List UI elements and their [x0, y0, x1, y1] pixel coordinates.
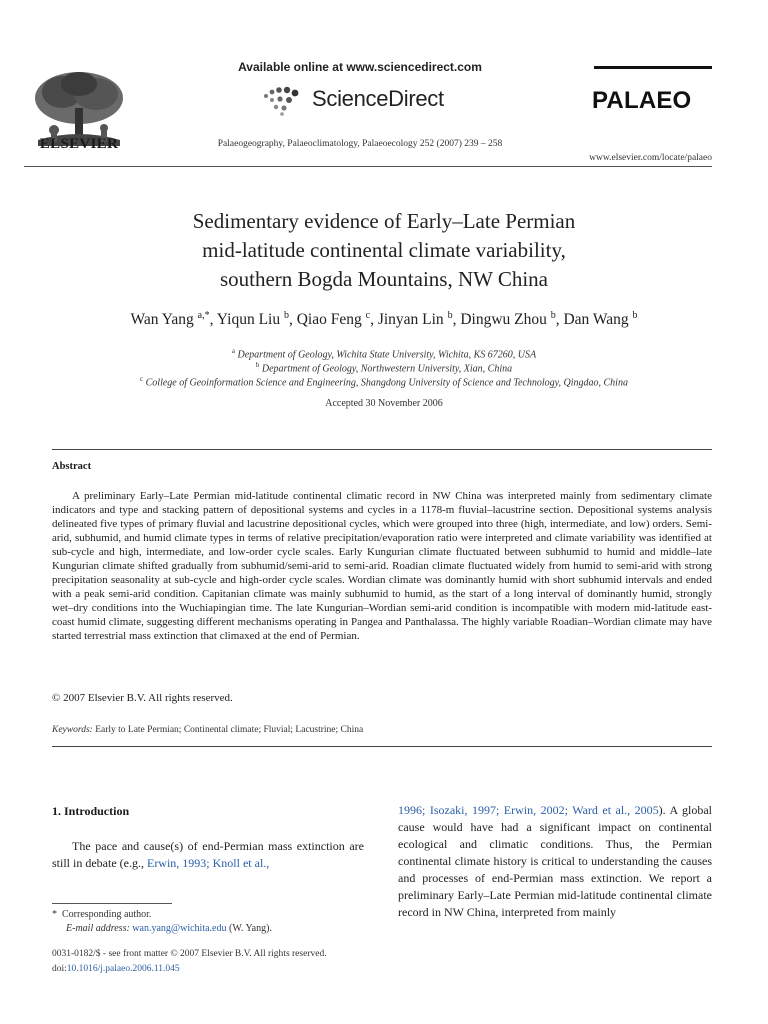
- footnote-rule: [52, 903, 172, 904]
- keywords-text: Early to Late Permian; Continental climate; Fluvial; Lacustrine; China: [95, 725, 364, 735]
- title-line-3: southern Bogda Mountains, NW China: [219, 267, 548, 291]
- keywords: [52, 725, 712, 735]
- author: Wan Yang $^{a,*}$: [130, 310, 210, 329]
- doi-link[interactable]: 10.1016/j.palaeo.2006.11.045: [66, 964, 180, 974]
- email-link[interactable]: wan.yang@wichita.edu: [132, 923, 227, 934]
- doi: doi:10.1016/j.palaeo.2006.11.045: [52, 964, 180, 974]
- accepted-date: Accepted 30 November 2006: [325, 398, 443, 409]
- author: Dingwu Zhou $^b$: [460, 310, 556, 329]
- affiliation-b: $^b$ Department of Geology, Northwestern University, Xian, China: [255, 361, 513, 375]
- affiliation-c: $^c$ College of Geoinformation Science and Engineering, Shangdong University of Science and Technology, Qingdao, China: [140, 375, 628, 389]
- journal-url[interactable]: www.elsevier.com/locate/palaeo: [589, 153, 712, 163]
- author: Dan Wang $^b$: [563, 310, 638, 329]
- citation-link[interactable]: 1996; Isozaki, 1997; Erwin, 2002; Ward et al., 2005: [398, 803, 659, 817]
- title-line-2: mid-latitude continental climate variability,: [202, 238, 566, 262]
- author: Yiqun Liu $^b$: [216, 310, 289, 329]
- title-line-1: Sedimentary evidence of Early–Late Permian: [192, 209, 576, 233]
- abstract-top-rule: [52, 449, 712, 450]
- abstract-copyright: © 2007 Elsevier B.V. All rights reserved.: [52, 692, 233, 704]
- header-divider: [24, 166, 712, 167]
- affiliation-a: $^a$ Department of Geology, Wichita State University, Wichita, KS 67260, USA: [231, 347, 537, 361]
- publisher-name: ELSEVIER: [39, 136, 119, 152]
- available-online-text: Available online at www.sciencedirect.com: [238, 60, 482, 74]
- abstract-bottom-rule: [52, 746, 712, 747]
- journal-logo-rule: [594, 66, 712, 69]
- article-title: [84, 207, 684, 294]
- sciencedirect-logo-text: ScienceDirect: [312, 86, 444, 111]
- abstract-body: A preliminary Early–Late Permian mid-latitude continental climatic record in NW China was interpreted mainly from sedimentary climate indicators and type and stacking pattern of depositional systems and cycles in a 1178-m fluvial–lacustrine section. Depositional systems analysis delineated five types of primary fluvial and lacustrine depositional cycles, which were grouped into three (high, intermediate, and low) orders. Semi-arid, subhumid, and humid climate types in terms of relative precipitation/evaporation ratio were interpreted and climate variability was identified at sub-cycle and high, intermediate, and low-order cycle scales. Early Kungurian climate fluctuated between subhumid to humid and middle–late Kungurian climate shifted gradually from subhumid/semi-arid to semi-arid. Roadian climate fluctuated widely from humid to semi-arid with strong precipitation seasonality at sub-cycle and high-order cycle scales. Wordian climate was dominantly humid with short subhumid intervals and ended with a peak semi-arid condition. Capitanian climate was mainly subhumid to humid, as the start of a long interval of dominantly humid, strongly wet–dry conditions into the Wuchiapingian time. The late Kungurian–Wordian semi-arid condition is incompatible with modern mid-latitude east-coast humid climate, suggesting different mechanisms operating in Pangea and Panthalassa. The highly variable Roadian–Wordian climate may have started terrestrial mass extinction that climaxed at the end of Permian.: [52, 490, 712, 642]
- keywords-label: Keywords:: [52, 725, 93, 735]
- journal-citation: Palaeogeography, Palaeoclimatology, Palaeoecology 252 (2007) 239 – 258: [217, 139, 503, 149]
- abstract-heading: Abstract: [52, 461, 92, 472]
- section-heading: 1. Introduction: [52, 804, 130, 818]
- author-list: Wan Yang $^{a,*}$, Yiqun Liu $^b$, Qiao Feng $^c$, Jinyan Lin $^b$, Dingwu Zhou $^b$, Dan Wang $^b$: [130, 310, 638, 329]
- intro-paragraph-left: The pace and cause(s) of end-Permian mass extinction are still in debate (e.g., Erwin, 1993; Knoll et al.,: [52, 839, 364, 870]
- footnote-corresponding: * Corresponding author.: [52, 909, 152, 920]
- intro-paragraph-right: 1996; Isozaki, 1997; Erwin, 2002; Ward et al., 2005). A global cause would have had a significant impact on continental ecological and climatic conditions. Thus, the Permian continental climate history is critical to understanding the causes and processes of end-Permian mass extinction. We report a preliminary Early–Late Permian mid-latitude continental climate record in NW China, interpreted from mainly: [398, 803, 712, 919]
- footnote-email: E-mail address: wan.yang@wichita.edu (W. Yang).: [66, 923, 272, 934]
- journal-logo: PALAEO: [592, 87, 692, 114]
- author: Jinyan Lin $^b$: [377, 310, 453, 329]
- front-matter: 0031-0182/$ - see front matter © 2007 Elsevier B.V. All rights reserved.: [52, 949, 327, 959]
- citation-link[interactable]: Erwin, 1993; Knoll et al.,: [146, 856, 270, 870]
- author: Qiao Feng $^c$: [296, 310, 371, 329]
- sciencedirect-dots-icon: [262, 84, 308, 116]
